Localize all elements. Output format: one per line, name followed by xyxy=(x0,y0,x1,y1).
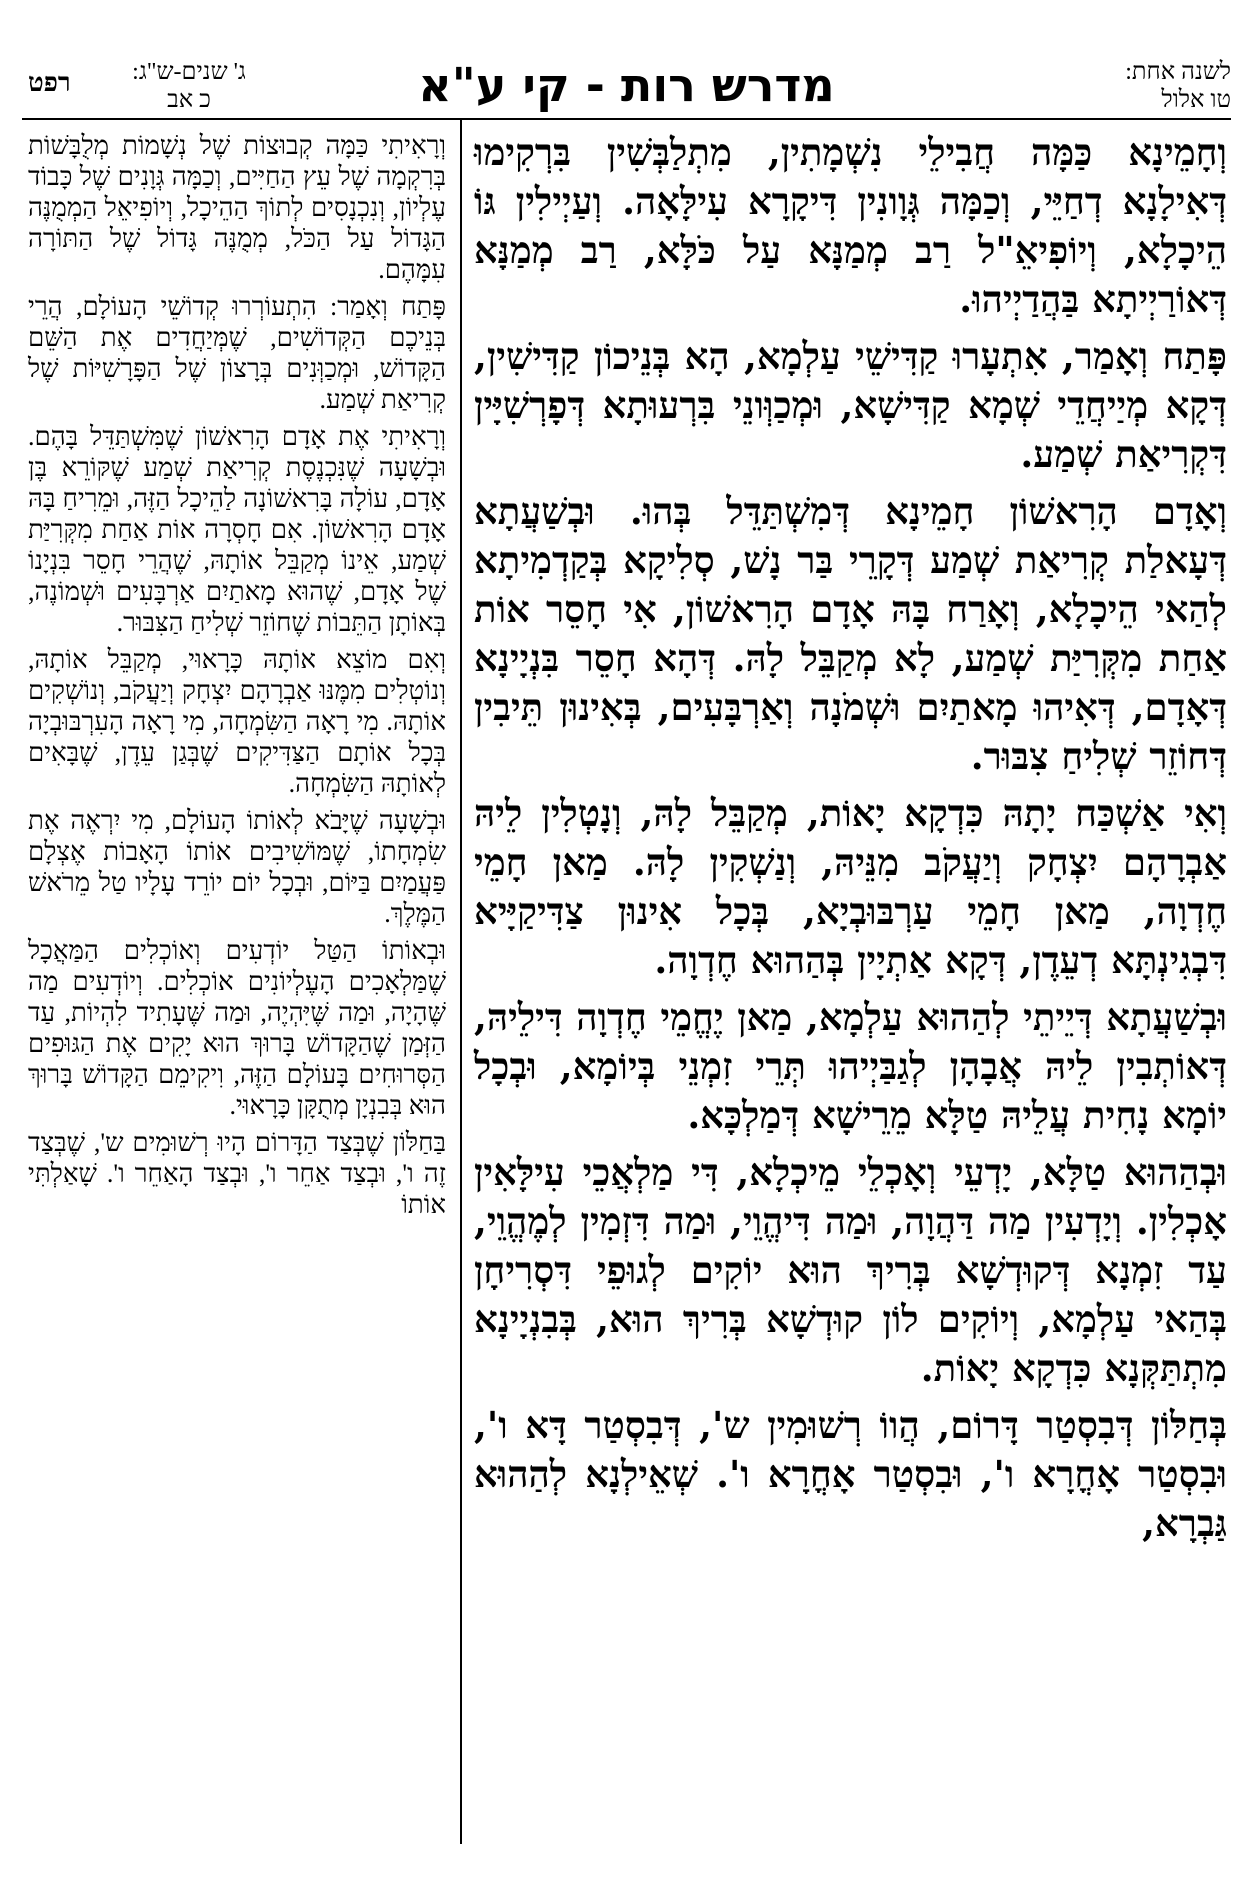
aramaic-text-column xyxy=(474,128,1227,1556)
main-paragraph: וּבְהַהוּא טַלָּא, יָדְעֵי וְאָכְלֵי מֵיכְלָא, דִּי מַלְאֲכֵי עִילָּאִין אָכְלִין. וְיָדְעִין מַה דַּהֲוָה, וּמַה דִּיהֱוֵי, וּמַה דִּזְמִין לְמֶהֱוֵי, עַד זִמְנָא דְּקוּדְשָׁא בְּרִיךְ הוּא יוֹקִים לְגוּפֵי דִּסְרִיחָן בְּהַאי עַלְמָא, וְיוֹקִים לוֹן קוּדְשָׁא בְּרִיךְ הוּא, בְּבִנְיָינָא מִתְתַּקְּנָא כִּדְקָא יָאוֹת. xyxy=(474,1150,1227,1390)
schedule-date: טו אלול xyxy=(1161,87,1231,113)
main-paragraph: וּבְשַׁעֲתָא דְּיֵיתֵי לְהַהוּא עַלְמָא, מַאן יֶחֱמֵי חֶדְוָה דִּילֵיהּ, דְּאוֹתְבִין לֵיהּ אֲבָהָן לְגַבַּיְיהוּ תְּרֵי זִמְנֵי בְּיוֹמָא, וּבְכָל יוֹמָא נָחִית עֲלֵיהּ טַלָּא מֵרֵישָׁא דְּמַלְכָּא. xyxy=(474,995,1227,1137)
side-paragraph: וְאִם מוֹצֵא אוֹתָהּ כָּרָאוּי, מְקַבֵּל אוֹתָהּ, וְנוֹטְלִים מִמֶּנּוּ אַבְרָהָם יִצְחָק וְיַעֲקֹב, וְנוֹשְׁקִים אוֹתָהּ. מִי רָאָה הַשִּׂמְחָה, מִי רָאָה הָעִרְבּוּבְיָה בְּכָל אוֹתָם הַצַּדִּיקִים שֶׁבְּגַן עֵדֶן, שֶׁבָּאִים לְאוֹתָהּ הַשִּׂמְחָה. xyxy=(28,645,446,798)
three-year-label: ג' שנים-ש"ג: xyxy=(132,59,246,85)
main-paragraph: וְאִי אַשְׁכַּח יָתָהּ כִּדְקָא יָאוֹת, מְקַבֵּל לָהּ, וְנָטְלִין לֵיהּ אַבְרָהָם יִצְחָק וְיַעֲקֹב מִנֵּיהּ, וְנַשְׁקִין לָהּ. מַאן חָמֵי חֶדְוָה, מַאן חָמֵי עַרְבּוּבְיָא, בְּכָל אִינוּן צַדִּיקַיָּיא דִּבְגִינְתָּא דְעֵדֶן, דְּקָא אַתְיָין בְּהַהוּא חֶדְוָה. xyxy=(474,791,1227,982)
page-title: מדרש רות - קי ע"א xyxy=(418,58,835,112)
side-paragraph: וְרָאִיתִי אֶת אָדָם הָרִאשׁוֹן שֶׁמִּשְׁתַּדֵּל בָּהֶם. וּבְשָׁעָה שֶׁנִּכְנֶסֶת קְרִיאַת שְׁמַע שֶׁקּוֹרֵא בֶּן אָדָם, עוֹלָה בָּרִאשׁוֹנָה לַהֵיכָל הַזֶּה, וּמֵרִיחַ בָּהּ אָדָם הָרִאשׁוֹן. אִם חָסְרָה אוֹת אַחַת מִקְּרִיַּת שְׁמַע, אֵינוֹ מְקַבֵּל אוֹתָהּ, שֶׁהֲרֵי חָסֵר בִּנְיָנוֹ שֶׁל אָדָם, שֶׁהוּא מָאתַיִם אַרְבָּעִים וּשְׁמוֹנֶה, בְּאוֹתָן הַתֵּבוֹת שֶׁחוֹזֵר שְׁלִיחַ הַצִּבּוּר. xyxy=(28,422,446,637)
page-number: רפט xyxy=(28,68,71,97)
schedule-label: לשנה אחת: xyxy=(1125,59,1231,85)
side-paragraph: וּבְאוֹתוֹ הַטַּל יוֹדְעִים וְאוֹכְלִים הַמַּאֲכָל שֶׁמַּלְאָכִים הָעֶלְיוֹנִים אוֹכְלִים. וְיוֹדְעִים מַה שֶּׁהָיָה, וּמַה שֶּׁיִּהְיֶה, וּמַה שֶּׁעָתִיד לִהְיוֹת, עַד הַזְּמַן שֶׁהַקָּדוֹשׁ בָּרוּךְ הוּא יָקִים אֶת הַגּוּפִים הַסְּרוּחִים בָּעוֹלָם הַזֶּה, וִיקִימֵם הַקָּדוֹשׁ בָּרוּךְ הוּא בְּבִנְיָן מְתֻקָּן כָּרָאוּי. xyxy=(28,936,446,1120)
main-paragraph: בְּחַלּוֹן דְּבִסְטַר דָּרוֹם, הֲווֹ רְשׁוּמִין ש', דְּבִסְטַר דָּא ו', וּבִסְטַר אָחֳרָא ו', וּבִסְטַר אָחֳרָא ו'. שְׁאֵילְנָא לְהַהוּא גַּבְרָא, xyxy=(474,1403,1227,1545)
column-divider xyxy=(460,120,462,1844)
side-paragraph: וּבְשָׁעָה שֶׁיָּבֹא לְאוֹתוֹ הָעוֹלָם, מִי יִרְאֶה אֶת שִׂמְחָתוֹ, שֶׁמּוֹשִׁיבִים אוֹתוֹ הָאָבוֹת אֶצְלָם פַּעֲמַיִם בַּיּוֹם, וּבְכָל יוֹם יוֹרֵד עָלָיו טַל מֵרֹאשׁ הַמֶּלֶךְ. xyxy=(28,806,446,928)
side-paragraph: בַּחַלּוֹן שֶׁבְּצַד הַדָּרוֹם הָיוּ רְשׁוּמִים ש', שֶׁבְּצַד זֶה ו', וּבְצַד אַחֵר ו', וּבְצַד הָאַחֵר ו'. שָׁאַלְתִּי אוֹתוֹ xyxy=(28,1128,446,1219)
page-header xyxy=(22,48,1231,118)
header-divider xyxy=(22,118,1231,120)
side-paragraph: פָּתַח וְאָמַר: הִתְעוֹרְרוּ קְדוֹשֵׁי הָעוֹלָם, הֲרֵי בְּנֵיכֶם הַקְּדוֹשִׁים, שֶׁמְּיַחֲדִים אֶת הַשֵּׁם הַקָּדוֹשׁ, וּמְכַוְּנִים בְּרָצוֹן שֶׁל הַפָּרָשִׁיּוֹת שֶׁל קְרִיאַת שְׁמַע. xyxy=(28,292,446,414)
main-paragraph: וְאָדָם הָרִאשׁוֹן חָמֵינָא דְּמִשְׁתַּדֵּל בְּהוּ. וּבְשַׁעֲתָא דְּעָאלַת קְרִיאַת שְׁמַע דְּקָרֵי בַּר נָשׁ, סְלִיקָא בְּקַדְמִיתָא לְהַאי הֵיכָלָא, וְאָרַח בָּהּ אָדָם הָרִאשׁוֹן, אִי חָסֵר אוֹת אַחַת מִקְּרִיַּת שְׁמַע, לָא מְקַבֵּל לָהּ. דְּהָא חָסֵר בִּנְיָינָא דְּאָדָם, דְּאִיהוּ מָאתַיִם וּשְׁמֹנָה וְאַרְבָּעִים, בְּאִינוּן תֵּיבִין דְּחוֹזֵר שְׁלִיחַ צִבּוּר. xyxy=(474,489,1227,778)
side-paragraph: וְרָאִיתִי כַּמָּה קְבוּצוֹת שֶׁל נְשָׁמוֹת מְלֻבָּשׁוֹת בְּרִקְמָה שֶׁל עֵץ הַחַיִּים, וְכַמָּה גְּוָנִים שֶׁל כָּבוֹד עֶלְיוֹן, וְנִכְנָסִים לְתוֹךְ הַהֵיכָל, וְיוֹפִיאֵל הַמְמֻנֶּה הַגָּדוֹל עַל הַכֹּל, מְמֻנֶּה גָּדוֹל שֶׁל הַתּוֹרָה עִמָּהֶם. xyxy=(28,131,446,284)
main-paragraph: וְחָמֵינָא כַּמָּה חֲבִילֵי נִשְׁמָתִין, מִתְלַבְּשִׁין בִּרְקִימוּ דְּאִילָנָא דְחַיֵּי, וְכַמָּה גְּוָונִין דִּיקָרָא עִילָּאָה. וְעַיְילִין גּוֹ הֵיכָלָא, וְיוֹפִיאֵ"ל רַב מְמַנָּא עַל כֹּלָּא, רַב מְמַנָּא דְּאוֹרַיְיתָא בַּהֲדַיְיהוּ. xyxy=(474,130,1227,321)
three-year-date: כ אב xyxy=(167,87,211,113)
hebrew-translation-column xyxy=(28,130,446,1226)
three-year-dates xyxy=(124,58,254,114)
main-paragraph: פָּתַח וְאָמַר, אִתְעָרוּ קַדִּישֵׁי עַלְמָא, הָא בְּנֵיכוֹן קַדִּישִׁין, דְּקָא מְיַיחֲדֵי שְׁמָא קַדִּישָׁא, וּמְכַוְּונֵי בִּרְעוּתָא דְּפָרְשִׁיָּין דִּקְרִיאַת שְׁמַע. xyxy=(474,334,1227,476)
